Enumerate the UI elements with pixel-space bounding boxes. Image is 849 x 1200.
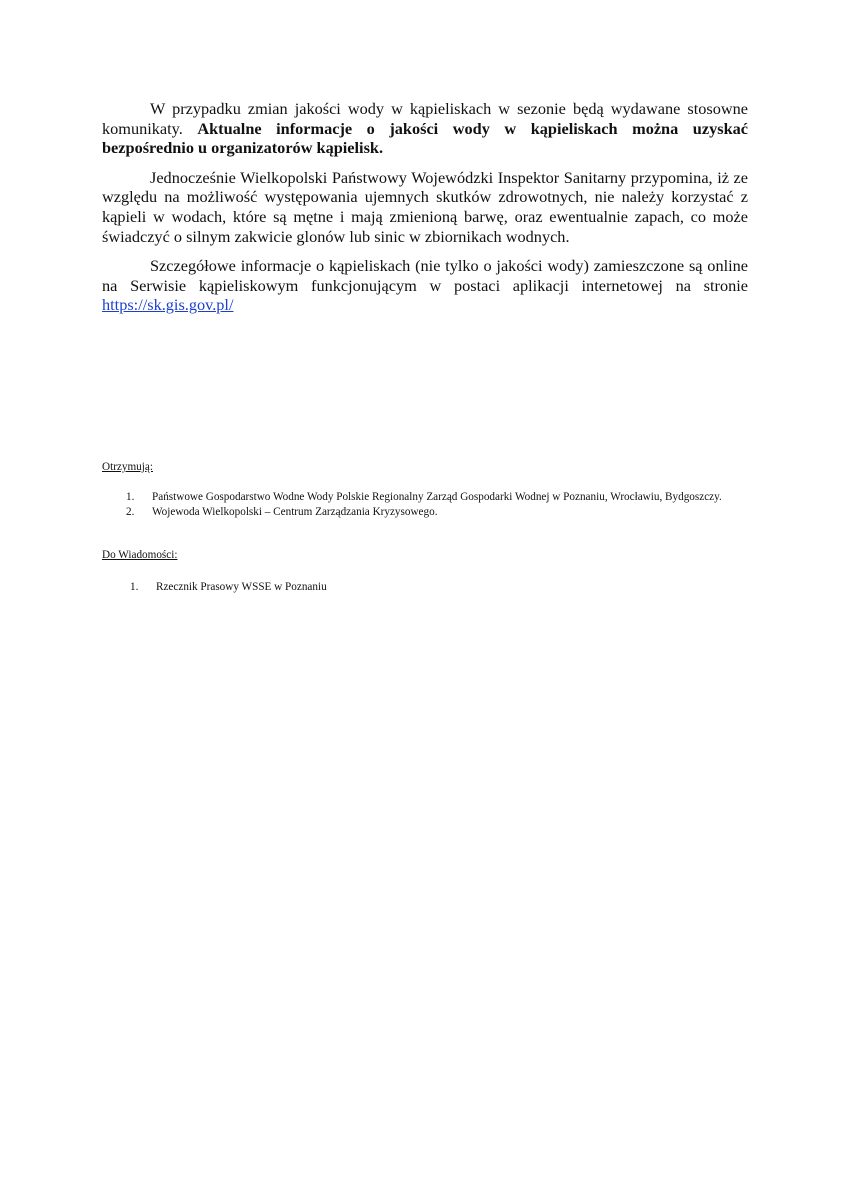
list-item xyxy=(130,580,730,594)
paragraph-text: Szczegółowe informacje o kąpieliskach (nie tylko o jakości wody) zamieszczone są online na Serwisie kąpieliskowym funkcjonującym w postaci aplikacji internetowej na stronie xyxy=(102,256,748,295)
list-item xyxy=(126,505,756,519)
list-item-text: Wojewoda Wielkopolski – Centrum Zarządzania Kryzysowego. xyxy=(152,506,438,518)
list-item-text: Państwowe Gospodarstwo Wodne Wody Polskie Regionalny Zarząd Gospodarki Wodnej w Poznaniu, Wrocławiu, Bydgoszczy. xyxy=(152,491,722,503)
for-information-heading: Do Wiadomości: xyxy=(102,549,178,561)
for-information-list xyxy=(130,580,730,595)
service-link[interactable]: https://sk.gis.gov.pl/ xyxy=(102,295,234,315)
paragraph-bold-text: Aktualne informacje o jakości wody w kąpieliskach można uzyskać bezpośrednio u organizatorów kąpielisk. xyxy=(102,118,748,158)
paragraph-text: Jednocześnie Wielkopolski Państwowy Wojewódzki Inspektor Sanitarny przypomina, iż ze względu na możliwość występowania ujemnych skutków zdrowotnych, nie należy korzystać z kąpieli w wodach, które są mętne i mają zmienioną barwę, oraz ewentualnie zapach, co może świadczyć o silnym zakwicie glonów lub sinic w zbiornikach wodnych. xyxy=(102,167,748,246)
paragraph-water-quality-changes xyxy=(102,99,748,158)
paragraph-health-warning xyxy=(102,168,748,246)
list-item-number: 1. xyxy=(126,491,135,503)
recipients-heading: Otrzymują: xyxy=(102,461,153,473)
list-item xyxy=(126,490,756,504)
recipients-list xyxy=(126,490,756,520)
document-body xyxy=(102,99,748,325)
list-item-text: Rzecznik Prasowy WSSE w Poznaniu xyxy=(156,581,327,593)
list-item-number: 1. xyxy=(130,581,139,593)
paragraph-online-service xyxy=(102,256,748,315)
list-item-number: 2. xyxy=(126,506,135,518)
paragraph-text: W przypadku zmian jakości wody w kąpieliskach w sezonie będą wydawane stosowne komunikaty. xyxy=(102,99,748,138)
